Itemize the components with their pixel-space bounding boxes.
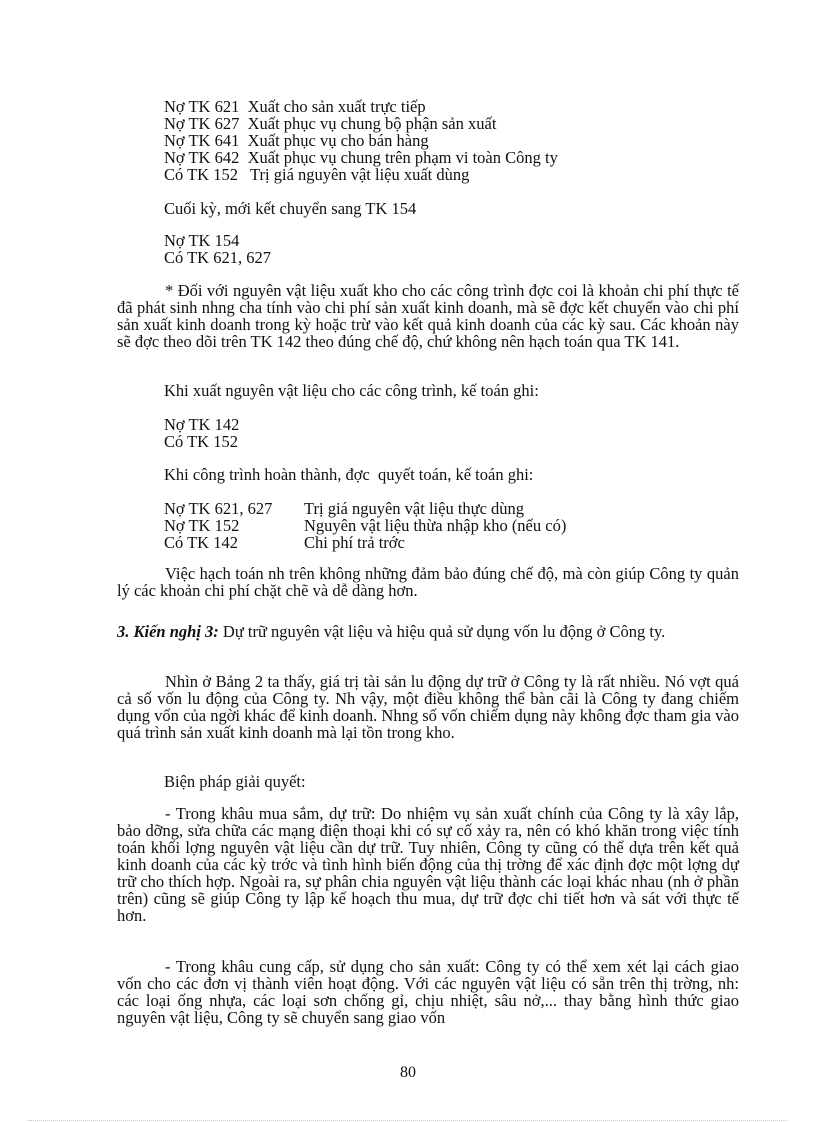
journal-line: Nợ TK 642 Xuất phục vụ chung trên phạm vi toàn Công ty [164, 148, 558, 167]
account-description: Trị giá nguyên vật liệu thực dùng [304, 499, 525, 518]
page-number: 80 [400, 1064, 416, 1081]
journal-line: Có TK 152 Trị giá nguyên vật liệu xuất dùng [164, 165, 470, 184]
journal-entries-issue [164, 98, 786, 183]
journal-line: Nợ TK 154 [164, 231, 240, 250]
journal-entries-154 [164, 232, 786, 266]
journal-line: Nợ TK 621 Xuất cho sản xuất trực tiếp [164, 97, 426, 116]
issue-instruction [164, 382, 786, 399]
journal-line: Nợ TK 142 [164, 415, 240, 434]
account-code: Nợ TK 152 [164, 516, 240, 535]
journal-line: Có TK 621, 627 [164, 248, 271, 267]
account-code: Có TK 142 [164, 533, 238, 552]
journal-line: Nợ TK 627 Xuất phục vụ chung bộ phận sản xuất [164, 114, 497, 133]
period-end-text [164, 200, 786, 217]
journal-row [164, 500, 786, 517]
completion-instruction [164, 466, 786, 483]
bullet-supply: - Trong khâu cung cấp, sử dụng cho sản xuất: Công ty có thể xem xét lại cách giao vốn cho các đơn vị thành viên hoạt động. Với các nguyên vật liệu có sẵn trên thị trờng, nh: các loại ống nhựa, các loại sơn chống gỉ, chịu nhiệt, sâu nở,... thay bằng hình thức giao nguyên vật liệu, Công ty sẽ chuyển sang giao vốn [117, 957, 739, 1027]
section-title: Dự trữ nguyên vật liệu và hiệu quả sử dụng vốn lu động ở Công ty. [218, 622, 666, 641]
table2-paragraph: Nhìn ở Bảng 2 ta thấy, giá trị tài sản lu động dự trữ ở Công ty là rất nhiều. Nó vợt quá cả số vốn lu động của Công ty. Nh vậy, một điều không thể bàn cãi là Công ty đang chiếm dụng vốn của ngời khác để kinh doanh. Nhng số vốn chiếm dụng này không đợc tham gia vào quá trình sản xuất kinh doanh mà lại tồn trong kho. [117, 672, 739, 742]
conclusion-paragraph: Việc hạch toán nh trên không những đảm bảo đúng chế độ, mà còn giúp Công ty quản lý các khoản chi phí chặt chẽ và dễ dàng hơn. [117, 564, 739, 600]
bullet-procurement: - Trong khâu mua sắm, dự trữ: Do nhiệm vụ sản xuất chính của Công ty là xây lắp, bảo dỡng, sửa chữa các mạng điện thoại khi có sự cố xảy ra, nên có khó khăn trong việc tính toán khối lợng nguyên vật liệu cần dự trữ. Tuy nhiên, Công ty cũng có thể dựa trên kết quả kinh doanh của các kỳ trớc và tình hình biến động của thị trờng để xác định đợc một lợng dự trữ cho thích hợp. Ngoài ra, sự phân chia nguyên vật liệu thành các loại khác nhau (nh ở phần trên) cũng sẽ giúp Công ty lập kế hoạch thu mua, dự trữ đợc chi tiết hơn và sát với thực tế hơn. [117, 804, 739, 925]
solution-heading [164, 773, 786, 790]
journal-row [164, 517, 786, 534]
journal-line: Nợ TK 641 Xuất phục vụ cho bán hàng [164, 131, 429, 150]
note-paragraph: * Đối với nguyên vật liệu xuất kho cho các công trình đợc coi là khoản chi phí thực tế đã phát sinh nhng cha tính vào chi phí sản xuất kinh doanh, mà sẽ đợc kết chuyển vào chi phí sản xuất kinh doanh trong kỳ hoặc trừ vào kết quả kinh doanh của các kỳ sau. Các khoản này sẽ đợc theo dõi trên TK 142 theo đúng chế độ, chứ không nên hạch toán qua TK 141. [117, 281, 739, 351]
account-description: Chi phí trả trớc [304, 533, 405, 552]
section-number: 3. Kiến nghị 3: [117, 622, 219, 641]
account-code: Nợ TK 621, 627 [164, 499, 273, 518]
paragraph-line: Biện pháp giải quyết: [164, 772, 306, 791]
footer-divider [28, 1120, 788, 1121]
account-description: Nguyên vật liệu thừa nhập kho (nếu có) [304, 516, 567, 535]
paragraph-line: Cuối kỳ, mới kết chuyển sang TK 154 [164, 199, 417, 218]
journal-entries-142 [164, 416, 786, 450]
journal-line: Có TK 152 [164, 432, 238, 451]
paragraph-line: Khi công trình hoàn thành, đợc quyết toán, kế toán ghi: [164, 465, 534, 484]
section-3-heading [117, 623, 739, 640]
journal-entries-final [164, 500, 786, 551]
journal-row [164, 534, 786, 551]
paragraph-line: Khi xuất nguyên vật liệu cho các công trình, kế toán ghi: [164, 381, 539, 400]
